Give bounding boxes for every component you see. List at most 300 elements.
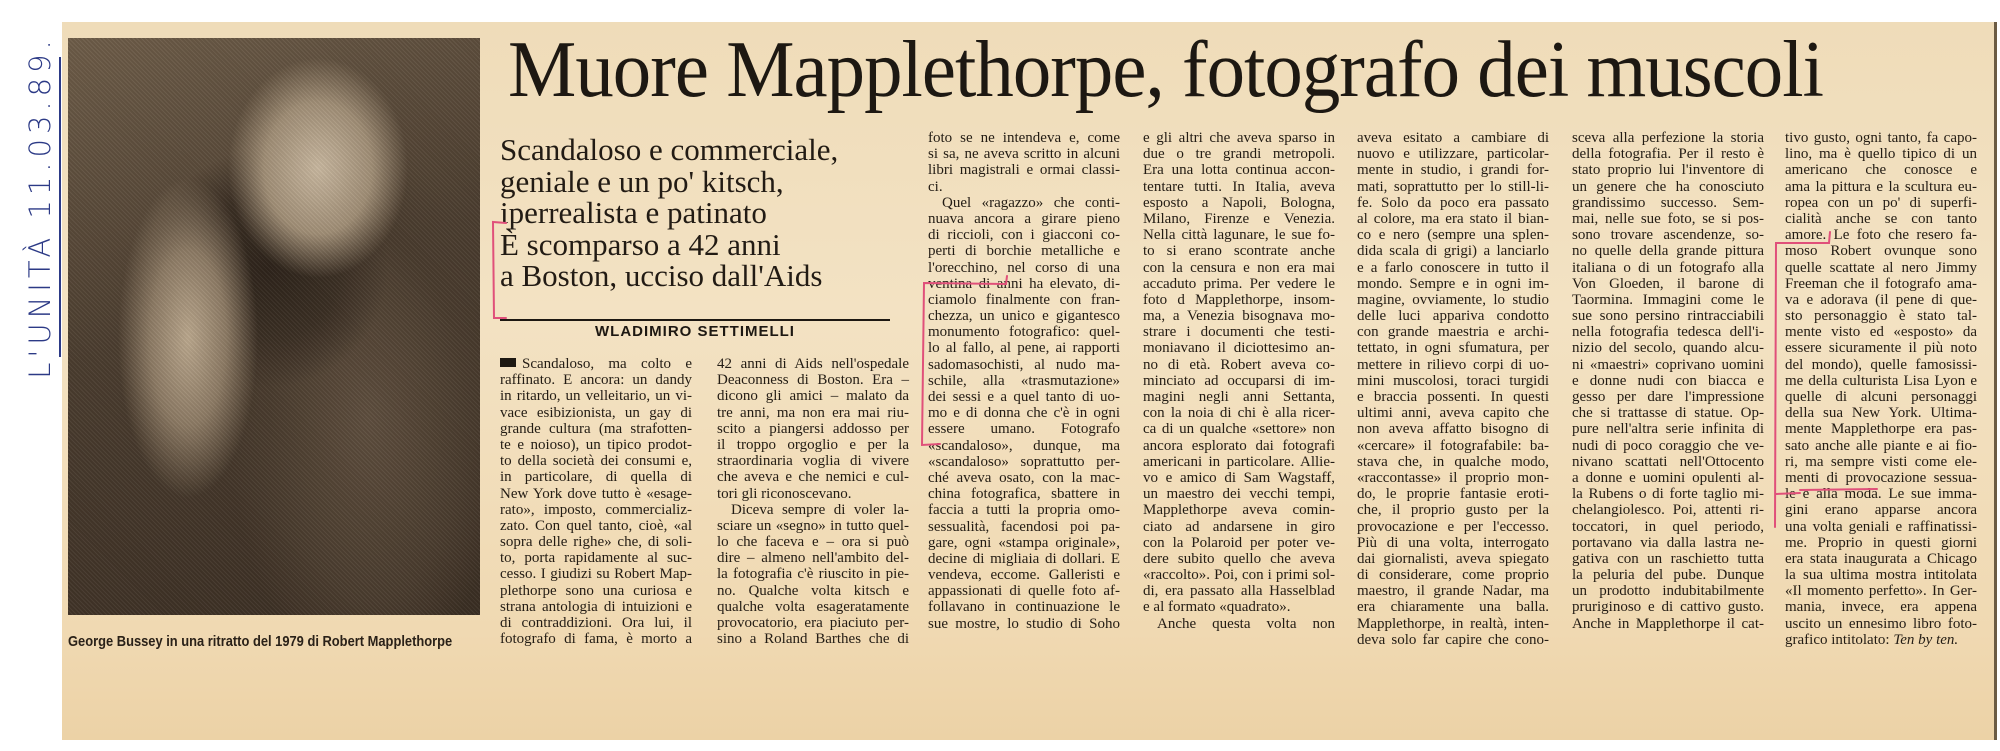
text-line-content: raffinato. E ancora: un dandy [500,372,692,389]
text-line [1357,632,1549,648]
text-line-content: «Il momento perfetto». In Ger- [1785,583,1977,600]
text-line-content: lino, ma è quello tipico di un [1785,146,1977,163]
text-line [1357,438,1549,454]
text-line-content: Taormina. Immagini come le [1572,291,1764,308]
text-line [1572,357,1764,373]
text-line [1143,519,1335,535]
text-line [1572,130,1764,146]
text-line-content: chelangiolesco. Poi, attenti ri- [1572,502,1764,519]
text-line [1143,292,1335,308]
text-line-content: Von Gloeden, il barone di [1572,275,1764,292]
text-line-content: che, il proprio gusto per la [1357,502,1549,519]
text-line-content: no. Qualche volta kitsch e [717,582,909,599]
byline-rule [500,319,890,321]
text-line-content: la fotografia c'è riuscito in pie- [717,566,909,583]
text-line [500,469,692,485]
text-line [1357,162,1549,178]
text-line-content: dere subito quello che aveva [1143,550,1335,567]
text-line-content: di considerare, come proprio [1357,567,1549,584]
text-line-content: Diceva sempre di voler la- [731,501,909,518]
text-line [1357,373,1549,389]
text-line-content: fe. Solo da poco era passato [1357,194,1549,211]
text-line [1785,324,1977,340]
text-line-content: al colore, ma era stato il bian- [1357,210,1549,227]
text-line-content: americano che conosce e [1785,162,1977,179]
text-line [1357,146,1549,162]
text-line-content: «raccolto». Poi, con i primi sol- [1143,567,1335,584]
text-line [1357,243,1549,259]
text-line [1357,276,1549,292]
subhead-line: geniale e un po' kitsch, [500,163,784,199]
text-line-content: in particolare, di quella di [500,469,692,486]
text-line [717,453,909,469]
text-line-content: quelle scattate al nero Jimmy [1785,259,1977,276]
text-line [928,260,1120,276]
text-line-content: magine, ovviamente, lo studio [1357,291,1549,308]
text-line-content: Milano, Firenze e Venezia. [1143,210,1335,227]
text-column [928,130,1120,632]
text-line-content: con grande maestria e archi- [1357,324,1549,341]
text-line [928,227,1120,243]
text-line-content: che aveva e che nemici e cul- [717,469,909,486]
text-line-content: me. Proprio in questi giorni [1785,534,1977,551]
text-line-content: tre anni, ma non era mai riu- [717,404,909,421]
text-line-content: lo che faceva e – ora si può [717,534,909,551]
text-line-content: foto d Mapplethorpe, insom- [1143,291,1335,308]
text-line [928,357,1120,373]
text-line-content: follavano in continuazione le [928,599,1120,616]
text-line [1572,276,1764,292]
text-line [1572,616,1764,632]
text-line [500,388,692,404]
text-line-content: minciato ad occuparsi di im- [1143,372,1335,389]
text-line [1572,454,1764,470]
text-column [1357,130,1549,648]
text-line [717,405,909,421]
text-line [500,599,692,615]
subhead-line: È scomparso a 42 anni [500,226,781,262]
text-line-content: nizio del secolo, quando alcu- [1572,340,1764,357]
text-line [928,162,1120,178]
text-line-content: sono trovare ascendenze, so- [1572,227,1764,244]
text-line-content: strana antologia di intuizioni e [500,598,692,615]
text-line [717,631,909,647]
text-line [717,421,909,437]
handwritten-source-date: L'UNITÀ 11.03.89. [23,35,57,379]
text-line [500,356,692,372]
text-line-content: strare i documenti che testi- [1143,324,1335,341]
text-line-content: moso Robert ovunque sono [1785,243,1977,260]
subheadline [500,134,838,292]
text-line [1785,195,1977,211]
text-line [928,243,1120,259]
text-line-content: portavano via dalla lastra ne- [1572,534,1764,551]
text-column [1785,130,1977,648]
text-line [1357,340,1549,356]
text-line-content: accaduto prima. Per vedere le [1143,275,1335,292]
lead-square-icon [500,358,516,367]
text-line-content: stato proprio lui l'inventore di [1572,162,1764,179]
text-line [928,470,1120,486]
text-line [1785,146,1977,162]
text-line [1572,195,1764,211]
text-line [928,292,1120,308]
text-line-content: della fotografia. Per il resto è [1572,146,1764,163]
text-line-content: sue mostre, lo studio di Soho [928,615,1120,632]
text-column [1572,130,1764,632]
text-line-content: New York dove tutto è «esage- [500,485,692,502]
text-line-content: un prodotto indubitabilmente [1572,583,1764,600]
text-line-content: mondo. Sempre e in ogni im- [1357,275,1549,292]
text-line [1785,260,1977,276]
text-line [1572,470,1764,486]
text-line [1143,243,1335,259]
text-line-content: «scandaloso», dunque, ma [928,437,1120,454]
text-line [1357,583,1549,599]
text-line [1572,308,1764,324]
text-line [717,599,909,615]
text-line [1143,357,1335,373]
text-line-content: mai, nelle sue foto, se si pos- [1572,210,1764,227]
text-line [928,211,1120,227]
text-line [1143,227,1335,243]
text-line-content: me della culturista Lisa Lyon e [1785,372,1977,389]
text-line [500,437,692,453]
text-line-content: le e alla moda. Le sue imma- [1785,486,1977,503]
text-line-content: nudi di poco coraggio che ve- [1572,437,1764,454]
text-line-content: va e adorava (il pene di que- [1785,291,1977,308]
text-line-content: no di età. Robert aveva co- [1143,356,1335,373]
text-line-content: due o tre grandi metropoli. [1143,146,1335,163]
text-line [717,502,909,518]
text-line [1785,211,1977,227]
text-line-content: ni «maestri» coprivano uomini [1572,356,1764,373]
text-line [1785,130,1977,146]
text-line-content: ché aveva osato, con la mac- [928,469,1120,486]
text-line-content: toccatori, in quel periodo, [1572,518,1764,535]
text-line [1572,519,1764,535]
text-line-content: ama la pittura e la scultura eu- [1785,178,1977,195]
text-line [1785,357,1977,373]
text-line-content: essere sicuramente il più noto [1785,340,1977,357]
text-line [1785,292,1977,308]
text-line-content: nuovo e utilizzare, particolar- [1357,146,1549,163]
text-line-content: e gli altri che aveva sparso in [1143,130,1335,146]
text-line [1785,535,1977,551]
text-line [1785,340,1977,356]
text-line [928,130,1120,146]
text-line-content: scito a piangersi addosso per [717,420,909,437]
text-line-content: dicono gli amici – malato da [717,388,909,405]
text-line-content: mania, invece, era appena [1785,599,1977,616]
text-line [1357,308,1549,324]
text-line-content: uscito un ennesimo libro foto- [1785,615,1977,632]
text-line [1785,632,1977,648]
text-line [717,388,909,404]
text-line [1143,389,1335,405]
handwritten-underline [59,57,61,357]
text-line-content: sessualità, facendosi poi pa- [928,518,1120,535]
text-line-content: grafico intitolato: [1785,631,1890,648]
text-line [1357,502,1549,518]
text-line [928,421,1120,437]
text-line-content: il troppo orgoglio e per la [717,436,909,453]
text-line-content: italiana o di un fotografo alla [1572,259,1764,276]
text-line-content: «scandaloso» soprattutto per- [928,453,1120,470]
text-line-content: sopra delle righe» che, di soli- [500,534,692,551]
text-line [1572,211,1764,227]
text-line-content: rato», imposto, commercializ- [500,501,692,518]
text-line [1357,260,1549,276]
text-line-content: plethorpe sono una curiosa e [500,582,692,599]
text-line-content: con la noia di chi è alla ricer- [1143,405,1335,422]
text-line-content: della sua New York. Ultima- [1785,405,1977,422]
text-line [1785,454,1977,470]
text-line [928,519,1120,535]
text-line [1785,405,1977,421]
text-line-content: decine di migliaia di dollari. E [928,550,1120,567]
text-line-content: ventina di anni ha elevato, di- [928,275,1120,292]
text-line [1357,357,1549,373]
text-line-content: tori gli riconoscevano. [717,485,852,502]
text-line [1357,195,1549,211]
subhead-line: Scandaloso e commerciale, [500,132,839,167]
text-line [928,551,1120,567]
text-line [1143,162,1335,178]
text-line-content: ultimi anni, aveva capito che [1357,405,1549,422]
text-line [1357,551,1549,567]
text-line [500,518,692,534]
text-line-content: americani in particolare. Allie- [1143,453,1335,470]
text-line-content: moniavano il diciottesimo an- [1143,340,1335,357]
text-line [1572,243,1764,259]
text-line [500,421,692,437]
text-line [1357,616,1549,632]
text-line-content: pruriginoso e di cattivo gusto. [1572,599,1764,616]
text-line-content: cialità anche se con tanto [1785,210,1977,227]
text-line [1572,421,1764,437]
text-line-content: nella fotografia tedesca dell'i- [1572,324,1764,341]
text-line-content: e a farlo conoscere in tutto il [1357,259,1549,276]
text-line-content: Anche questa volta non [1157,615,1335,632]
text-line-content: gini erano apparse ancora [1785,502,1977,519]
text-line-content: sato anche alle piante e ai fio- [1785,437,1977,454]
text-line [1143,276,1335,292]
text-line-content: «cercare» il fotografabile: ba- [1357,437,1549,454]
text-line-content: sceva alla perfezione la storia [1572,130,1764,146]
text-line [1143,421,1335,437]
text-line-content: ropea con un po' di superfi- [1785,194,1977,211]
text-line-content: la Rubens o di forte taglio mi- [1572,486,1764,503]
text-line-content: vo e amico di Sam Wagstaff, [1143,469,1335,486]
article-photo [68,38,480,615]
text-line [1143,486,1335,502]
text-line [717,583,909,599]
text-line [500,615,692,631]
text-line-content: Scandaloso, ma colto e [522,356,692,372]
text-line-content: e braccia possenti. In questi [1357,389,1549,405]
text-line-content: china fotografica, sbattere in [928,486,1120,503]
text-line-content: mettere in rilievo corpi di uo- [1357,356,1549,373]
text-line [1785,389,1977,405]
text-line-content: amore. Le foto che resero fa- [1785,227,1977,244]
text-line-content: sino a Roland Barthes che di [717,631,909,648]
text-line [1143,340,1335,356]
text-line-content: la sua ultima mostra intitolata [1785,567,1977,584]
text-line [1785,616,1977,632]
text-line-content: zato. Con quel tanto, cioè, «al [500,517,692,534]
text-line [928,146,1120,162]
text-line [1785,599,1977,615]
text-line-content: sue sono persino rintracciabili [1572,308,1764,325]
text-line [928,405,1120,421]
text-line [1785,470,1977,486]
text-line-content: non aveva affatto bisogno di [1357,421,1549,438]
text-line [717,550,909,566]
subhead-line: iperrealista e patinato [500,195,767,230]
text-line [928,324,1120,340]
text-line [928,486,1120,502]
text-line-content: essere umano. Fotografo [928,421,1120,438]
text-line-content: pure nell'altra serie infinita di [1572,421,1764,438]
text-line-content: maestro, il grande Nadar, ma [1357,583,1549,600]
text-line [1572,438,1764,454]
text-line-content: ri, ma sempre visti come ele- [1785,453,1977,470]
text-line-content: to si erano scontrate anche [1143,243,1335,260]
text-line-content: esposto a Napoli, Bologna, [1143,194,1335,211]
text-line [1572,373,1764,389]
text-line [1143,535,1335,551]
text-line [717,534,909,550]
text-line [500,550,692,566]
text-line [928,616,1120,632]
text-line [1143,438,1335,454]
text-line-content: 42 anni di Aids nell'ospedale [717,356,909,372]
text-column [500,356,692,647]
text-line [1143,260,1335,276]
text-line-content: dei sessi e a quel tanto di uo- [928,389,1120,405]
text-line-content: chezza, un unico e gigantesco [928,308,1120,325]
text-line-content: aveva esitato a cambiare di [1357,130,1549,146]
text-line-content: do, le proprie fantasie eroti- [1357,486,1549,503]
text-line-content: magini negli anni Settanta, [1143,389,1335,405]
text-line [1143,502,1335,518]
text-line-content: qualche volta esageratamente [717,598,909,615]
text-line [928,389,1120,405]
text-line-content: fotografo di fama, è morto a [500,631,692,648]
text-line-content: che si trattasse di statue. Op- [1572,405,1764,422]
text-line-content: to, porta rapidamente al suc- [500,550,692,567]
text-line [1785,227,1977,243]
text-line [1572,389,1764,405]
text-line [1785,243,1977,259]
text-line [1357,421,1549,437]
text-line [1357,389,1549,405]
text-line-content: una volta geniali e raffinatissi- [1785,518,1977,535]
text-line-content: deva solo far capire che cono- [1357,631,1549,648]
text-line-content: quelle di alcuni personaggi [1785,389,1977,405]
text-line-content: Freeman che il fotografo ama- [1785,275,1977,292]
text-line-content: era stata inaugurata a Chicago [1785,550,1977,567]
text-line [928,583,1120,599]
text-line [500,405,692,421]
text-line-content: in ritardo, un velleitario, un vi- [500,388,692,405]
text-line [1143,551,1335,567]
text-line-content: Era una lotta continua accon- [1143,162,1335,179]
text-line-content: tivo gusto, ogni tanto, fa capo- [1785,130,1977,146]
text-line [500,631,692,647]
text-line-content: Anche in Mapplethorpe il cat- [1572,615,1764,632]
text-line-content: grande cultura (ma strafotten- [500,420,692,437]
text-line [717,437,909,453]
text-line [928,308,1120,324]
text-line-content: gare, ogni «stampa originale», [928,534,1120,551]
text-line [928,535,1120,551]
author-byline: WLADIMIRO SETTIMELLI [595,323,795,340]
text-line [1143,567,1335,583]
text-line-content: mati, soprattutto per lo still-li- [1357,178,1549,195]
text-line [1357,227,1549,243]
text-line-content: con la Polaroid per poter ve- [1143,534,1335,551]
text-line-content: ciamolo finalmente con fran- [928,291,1120,308]
text-line [717,518,909,534]
text-line [717,372,909,388]
text-line-content: ci. [928,178,943,195]
text-line [1572,162,1764,178]
text-line-content: dai giornalisti, aveva spiegato [1357,550,1549,567]
text-line [1785,583,1977,599]
text-line-content: to della società dei consumi e, [500,453,692,470]
text-line-content: libri magistrali e ormai classi- [928,162,1120,179]
text-line [717,469,909,485]
text-line-content: Deaconness di Boston. Era – [717,372,909,389]
photo-caption: George Bussey in una ritratto del 1979 di Robert Mapplethorpe [68,633,453,650]
text-line [1357,599,1549,615]
text-line [1143,454,1335,470]
text-line-content: sciare un «segno» in tutto quel- [717,517,909,534]
text-line [1572,486,1764,502]
text-line-content: lo al fallo, al pene, ai rapporti [928,340,1120,357]
text-line [1785,276,1977,292]
text-line [1143,195,1335,211]
text-line-content: provocazione e per l'eccesso. [1357,518,1549,535]
text-line [1572,599,1764,615]
text-line-content: a donne e uomini opulenti al- [1572,469,1764,486]
text-line-content: sto personaggio è stato tal- [1785,308,1977,325]
text-line [1143,405,1335,421]
text-line [1785,308,1977,324]
text-line [1143,130,1335,146]
text-line [928,276,1120,292]
text-line [717,615,909,631]
text-line [1143,470,1335,486]
text-line-content: grandissimo successo. Sem- [1572,194,1764,211]
text-line [1143,211,1335,227]
text-line-content: stava che, in qualche modo, [1357,453,1549,470]
text-line [717,486,909,502]
text-line-content: ma, a Venezia bisognava mo- [1143,308,1335,325]
text-line-content: e al formato «quadrato». [1143,599,1291,616]
text-line-content: un genere che ha conosciuto [1572,178,1764,195]
text-line-content: foto se ne intendeva e, come [928,130,1120,146]
text-line-content: mini muscolosi, toraci turgidi [1357,372,1549,389]
text-line [928,195,1120,211]
text-line [500,453,692,469]
text-line-content: tentare tutti. In Italia, aveva [1143,178,1335,195]
book-title: Ten by ten. [1893,631,1959,648]
text-line-content: di contraddizioni. Ora lui, il [500,615,692,631]
text-line [1357,486,1549,502]
